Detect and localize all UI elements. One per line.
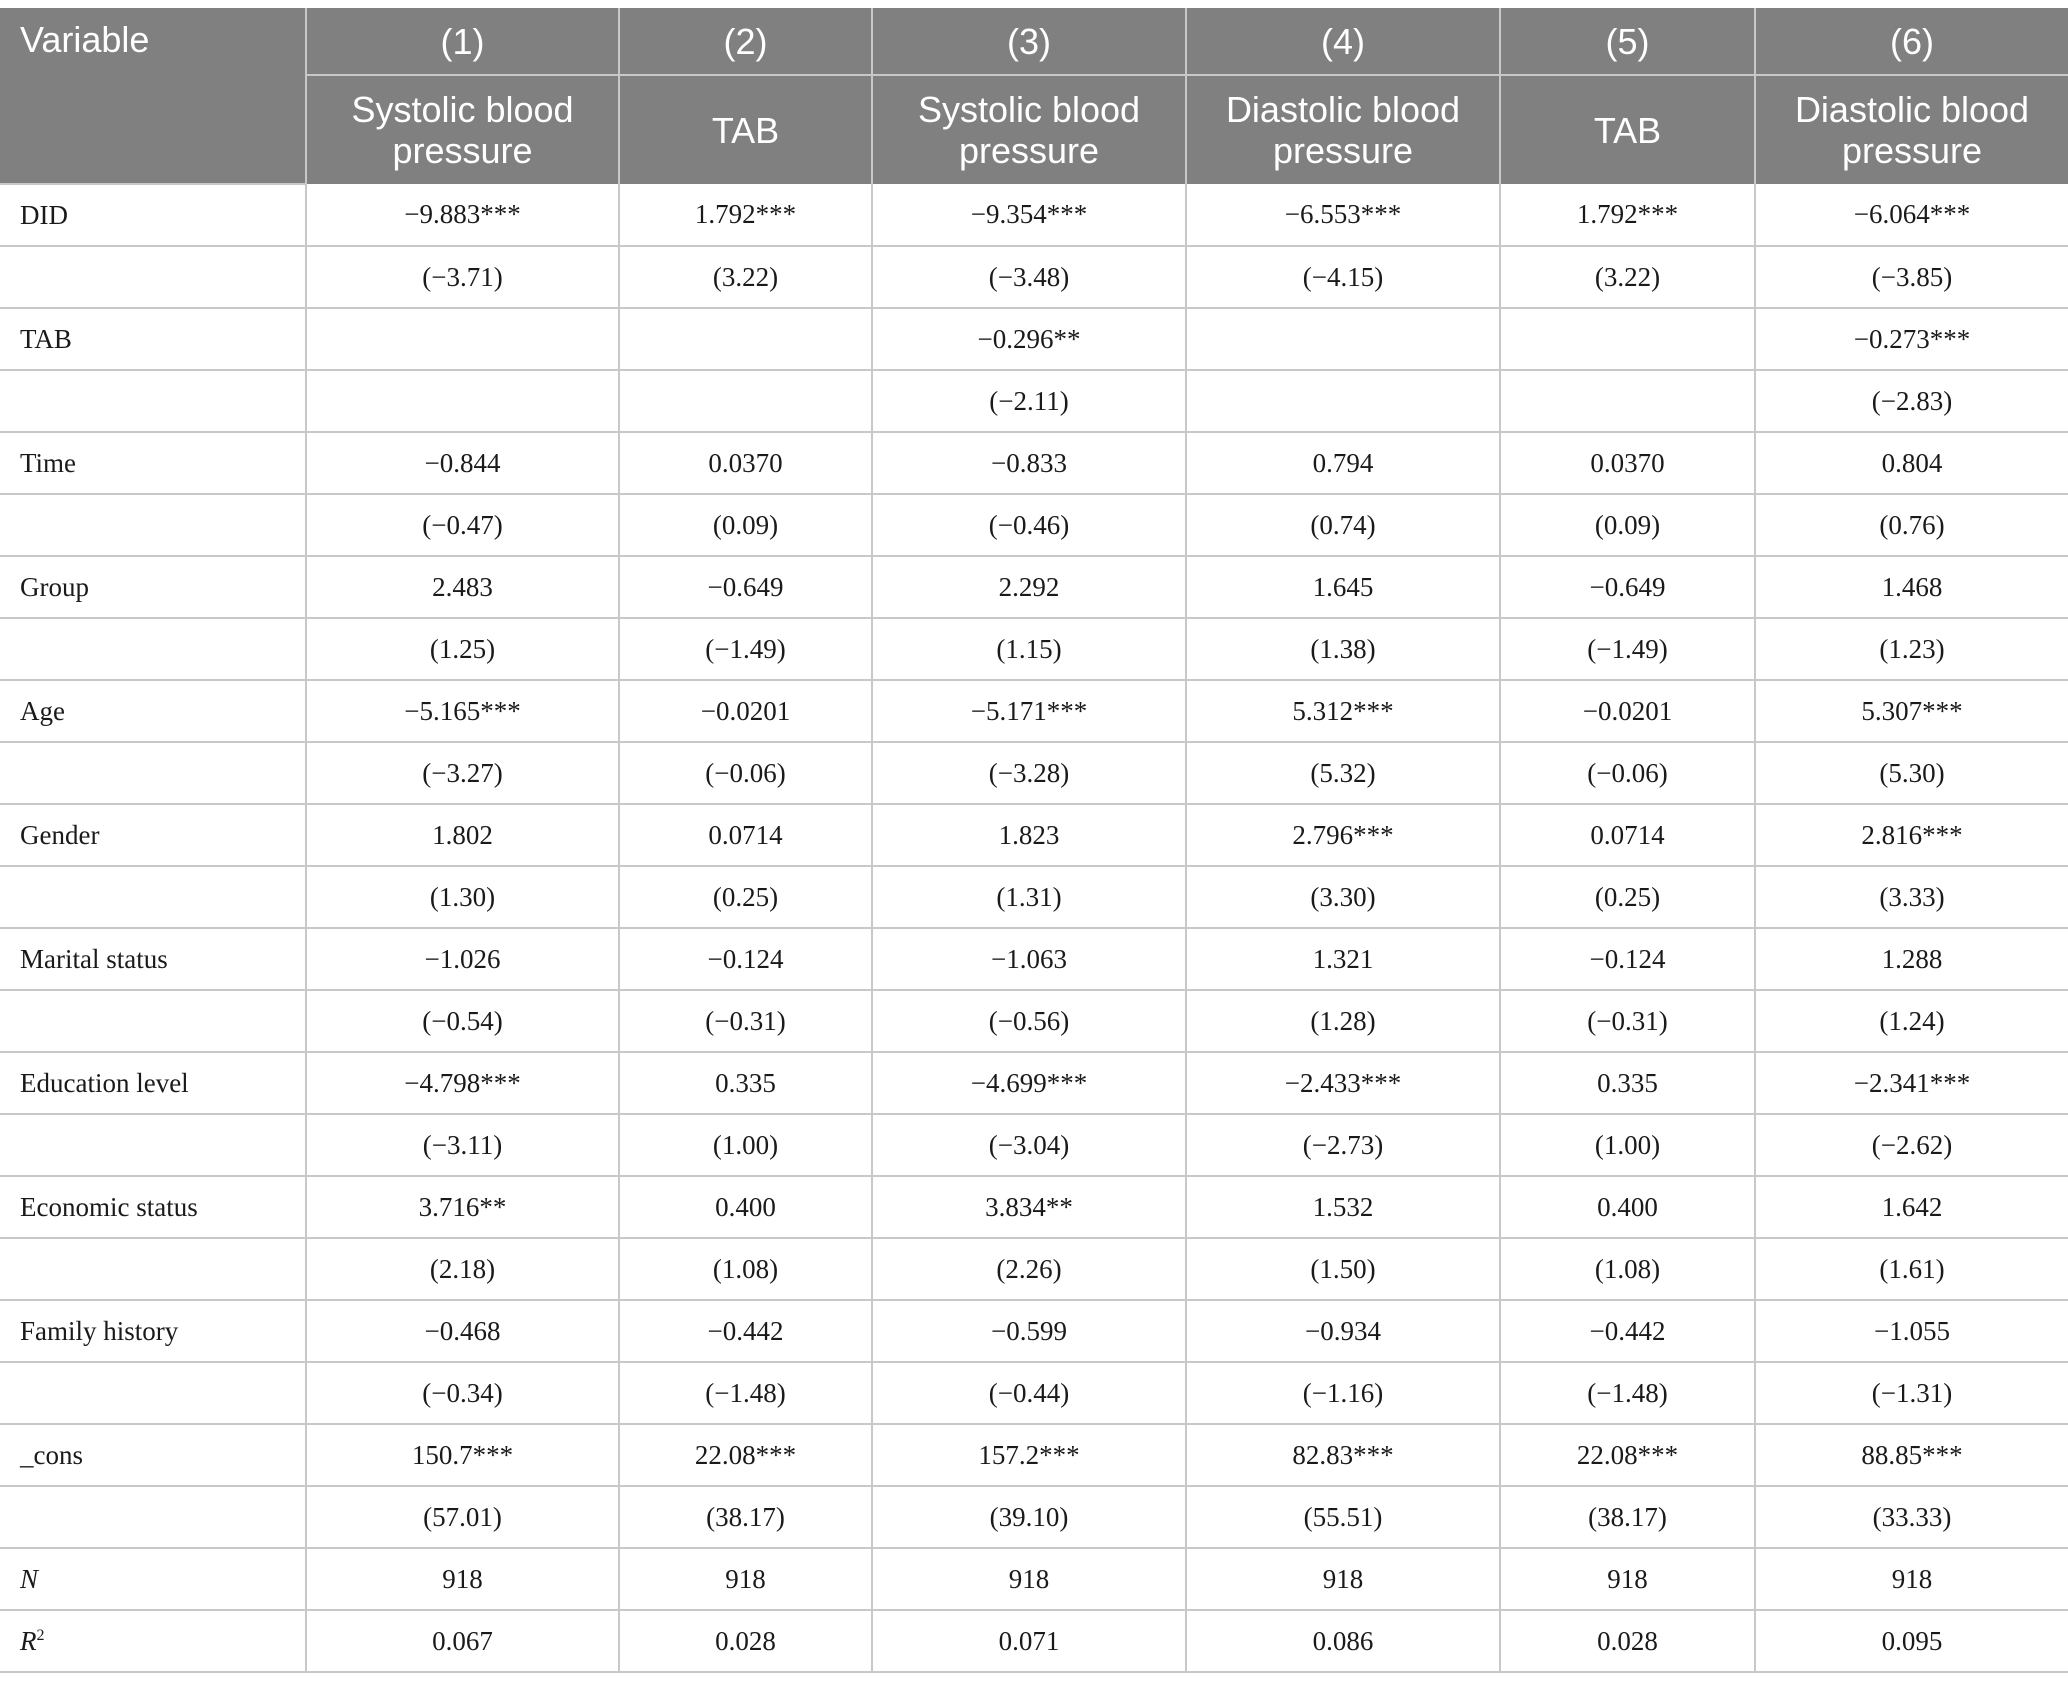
table-cell: 1.532 [1186, 1176, 1500, 1238]
table-row [0, 1052, 2068, 1114]
table-cell: −0.442 [619, 1300, 872, 1362]
table-cell: 918 [1186, 1548, 1500, 1610]
table-cell: (5.30) [1755, 742, 2068, 804]
table-cell: 22.08*** [619, 1424, 872, 1486]
table-cell: −0.833 [872, 432, 1186, 494]
table-row [0, 1238, 2068, 1300]
table-cell: 1.823 [872, 804, 1186, 866]
table-cell: 88.85*** [1755, 1424, 2068, 1486]
row-variable-label: Group [20, 571, 89, 602]
table-cell: (1.08) [619, 1238, 872, 1300]
table-cell: −0.468 [306, 1300, 619, 1362]
table-cell: (−0.06) [1500, 742, 1755, 804]
row-variable-cell [0, 1300, 306, 1362]
table-cell: 0.071 [872, 1610, 1186, 1672]
table-cell: −4.798*** [306, 1052, 619, 1114]
table-cell: 1.468 [1755, 556, 2068, 618]
table-header [0, 8, 2068, 184]
row-variable-cell [0, 370, 306, 432]
table-cell: (−3.27) [306, 742, 619, 804]
table-row [0, 370, 2068, 432]
table-cell [306, 308, 619, 370]
table-cell: (38.17) [619, 1486, 872, 1548]
table-cell: 918 [1500, 1548, 1755, 1610]
table-cell: (0.25) [1500, 866, 1755, 928]
table-cell: (−0.31) [619, 990, 872, 1052]
table-row [0, 928, 2068, 990]
row-variable-cell [0, 1486, 306, 1548]
table-cell: (0.09) [1500, 494, 1755, 556]
table-cell: 1.802 [306, 804, 619, 866]
table-row [0, 1424, 2068, 1486]
header-column-number: (5) [1500, 8, 1755, 75]
header-dependent-variable: TAB [1500, 75, 1755, 184]
table-cell: −5.165*** [306, 680, 619, 742]
table-cell: −0.273*** [1755, 308, 2068, 370]
table-cell: 5.307*** [1755, 680, 2068, 742]
header-column-number: (3) [872, 8, 1186, 75]
table-cell: 918 [306, 1548, 619, 1610]
regression-table-container [0, 8, 2068, 1673]
table-cell: 1.645 [1186, 556, 1500, 618]
table-cell: 0.0370 [1500, 432, 1755, 494]
table-cell [306, 370, 619, 432]
table-row [0, 1548, 2068, 1610]
row-variable-label: Gender [20, 819, 100, 850]
row-variable-label: Family history [20, 1315, 179, 1346]
table-row [0, 990, 2068, 1052]
table-cell [619, 308, 872, 370]
row-variable-cell [0, 494, 306, 556]
table-cell: (−0.56) [872, 990, 1186, 1052]
table-cell: (1.50) [1186, 1238, 1500, 1300]
table-cell: (−4.15) [1186, 246, 1500, 308]
row-variable-label: Marital status [20, 943, 168, 974]
header-column-number: (2) [619, 8, 872, 75]
table-cell: (0.25) [619, 866, 872, 928]
table-cell: −5.171*** [872, 680, 1186, 742]
table-cell: (1.30) [306, 866, 619, 928]
table-row [0, 742, 2068, 804]
table-cell: 150.7*** [306, 1424, 619, 1486]
table-cell: 2.796*** [1186, 804, 1500, 866]
table-cell: (0.76) [1755, 494, 2068, 556]
table-cell: (3.22) [619, 246, 872, 308]
table-cell: −6.064*** [1755, 184, 2068, 246]
row-variable-cell [0, 432, 306, 494]
table-cell: −9.354*** [872, 184, 1186, 246]
table-cell: 0.0714 [619, 804, 872, 866]
header-row-column-numbers [0, 8, 2068, 75]
table-cell: −0.124 [619, 928, 872, 990]
table-cell: 0.794 [1186, 432, 1500, 494]
table-cell: 1.642 [1755, 1176, 2068, 1238]
table-row [0, 1610, 2068, 1672]
row-variable-label: _cons [20, 1439, 83, 1470]
table-cell: −2.433*** [1186, 1052, 1500, 1114]
table-cell: 918 [619, 1548, 872, 1610]
table-cell: −0.599 [872, 1300, 1186, 1362]
table-cell: (−3.28) [872, 742, 1186, 804]
table-row [0, 556, 2068, 618]
table-row [0, 866, 2068, 928]
table-cell: (1.25) [306, 618, 619, 680]
table-cell: (3.30) [1186, 866, 1500, 928]
table-cell: 1.321 [1186, 928, 1500, 990]
table-cell: (−2.73) [1186, 1114, 1500, 1176]
row-variable-cell [0, 866, 306, 928]
row-variable-cell [0, 742, 306, 804]
table-cell: (2.26) [872, 1238, 1186, 1300]
row-variable-cell [0, 246, 306, 308]
table-cell: (−1.48) [619, 1362, 872, 1424]
row-variable-label: Education level [20, 1067, 189, 1098]
row-variable-cell [0, 990, 306, 1052]
table-cell: −0.442 [1500, 1300, 1755, 1362]
table-cell: 0.028 [1500, 1610, 1755, 1672]
table-cell: 0.0370 [619, 432, 872, 494]
table-cell: (5.32) [1186, 742, 1500, 804]
row-variable-cell [0, 1052, 306, 1114]
table-cell: (−0.54) [306, 990, 619, 1052]
table-cell: (−3.11) [306, 1114, 619, 1176]
table-cell: 5.312*** [1186, 680, 1500, 742]
table-cell: (−1.31) [1755, 1362, 2068, 1424]
row-variable-cell [0, 1424, 306, 1486]
table-cell: (−0.34) [306, 1362, 619, 1424]
row-variable-label: N [20, 1563, 39, 1594]
table-cell: (−1.16) [1186, 1362, 1500, 1424]
table-row [0, 432, 2068, 494]
table-cell: −0.844 [306, 432, 619, 494]
table-cell: −0.934 [1186, 1300, 1500, 1362]
table-cell: 2.483 [306, 556, 619, 618]
table-row [0, 246, 2068, 308]
table-cell: (−3.04) [872, 1114, 1186, 1176]
table-cell: (3.33) [1755, 866, 2068, 928]
table-cell: (1.15) [872, 618, 1186, 680]
table-cell: 0.0714 [1500, 804, 1755, 866]
table-cell [619, 370, 872, 432]
table-cell: (1.28) [1186, 990, 1500, 1052]
row-variable-cell [0, 1114, 306, 1176]
table-cell: (33.33) [1755, 1486, 2068, 1548]
row-variable-cell [0, 680, 306, 742]
table-body [0, 184, 2068, 1672]
table-cell [1186, 308, 1500, 370]
row-variable-label: DID [20, 199, 68, 230]
table-cell: 0.095 [1755, 1610, 2068, 1672]
row-variable-cell [0, 184, 306, 246]
row-variable-cell [0, 1238, 306, 1300]
header-dependent-variable: Diastolic blood pressure [1186, 75, 1500, 184]
header-dependent-variable: Systolic blood pressure [306, 75, 619, 184]
table-cell: −6.553*** [1186, 184, 1500, 246]
table-cell: (−0.31) [1500, 990, 1755, 1052]
table-cell: 2.292 [872, 556, 1186, 618]
table-cell: 918 [872, 1548, 1186, 1610]
row-variable-cell [0, 1362, 306, 1424]
row-variable-cell [0, 1548, 306, 1610]
table-cell: (−2.11) [872, 370, 1186, 432]
table-row [0, 184, 2068, 246]
table-cell [1500, 308, 1755, 370]
table-cell: (−1.49) [1500, 618, 1755, 680]
table-cell: 0.400 [619, 1176, 872, 1238]
header-column-number: (6) [1755, 8, 2068, 75]
row-variable-cell [0, 1610, 306, 1672]
table-row [0, 1114, 2068, 1176]
table-row [0, 1300, 2068, 1362]
table-row [0, 1486, 2068, 1548]
table-cell [1500, 370, 1755, 432]
table-cell: (1.00) [1500, 1114, 1755, 1176]
table-cell: 0.335 [619, 1052, 872, 1114]
header-row-dependent-variables [0, 75, 2068, 184]
header-column-number: (1) [306, 8, 619, 75]
table-cell: 0.400 [1500, 1176, 1755, 1238]
table-cell: (1.00) [619, 1114, 872, 1176]
table-cell: (−0.47) [306, 494, 619, 556]
row-variable-superscript: 2 [36, 1626, 45, 1644]
row-variable-label: TAB [20, 323, 72, 354]
table-cell: 1.288 [1755, 928, 2068, 990]
table-cell: −2.341*** [1755, 1052, 2068, 1114]
table-cell: (57.01) [306, 1486, 619, 1548]
table-cell: 0.804 [1755, 432, 2068, 494]
table-cell: 82.83*** [1186, 1424, 1500, 1486]
table-cell: −0.649 [619, 556, 872, 618]
table-cell: (1.31) [872, 866, 1186, 928]
table-row [0, 680, 2068, 742]
header-dependent-variable: Diastolic blood pressure [1755, 75, 2068, 184]
table-cell: (−3.48) [872, 246, 1186, 308]
row-variable-cell [0, 556, 306, 618]
row-variable-label: Age [20, 695, 65, 726]
table-cell: (−1.49) [619, 618, 872, 680]
row-variable-label: Economic status [20, 1191, 198, 1222]
table-cell: (−0.06) [619, 742, 872, 804]
table-cell: (2.18) [306, 1238, 619, 1300]
table-cell: (3.22) [1500, 246, 1755, 308]
table-cell: −4.699*** [872, 1052, 1186, 1114]
table-cell: −0.649 [1500, 556, 1755, 618]
table-cell: 0.335 [1500, 1052, 1755, 1114]
table-cell: (−3.85) [1755, 246, 2068, 308]
table-cell: (−2.83) [1755, 370, 2068, 432]
table-cell: −1.063 [872, 928, 1186, 990]
table-cell: 0.067 [306, 1610, 619, 1672]
table-cell: 1.792*** [1500, 184, 1755, 246]
table-cell: −1.055 [1755, 1300, 2068, 1362]
header-dependent-variable: TAB [619, 75, 872, 184]
header-column-number: (4) [1186, 8, 1500, 75]
table-cell: 1.792*** [619, 184, 872, 246]
header-dependent-variable: Systolic blood pressure [872, 75, 1186, 184]
table-cell: −0.296** [872, 308, 1186, 370]
table-cell: −0.124 [1500, 928, 1755, 990]
table-cell: 918 [1755, 1548, 2068, 1610]
table-cell: (0.09) [619, 494, 872, 556]
table-row [0, 1176, 2068, 1238]
table-cell: −0.0201 [1500, 680, 1755, 742]
header-variable: Variable [0, 8, 306, 184]
table-cell: −0.0201 [619, 680, 872, 742]
row-variable-cell [0, 804, 306, 866]
table-cell: (−0.46) [872, 494, 1186, 556]
table-cell: (−3.71) [306, 246, 619, 308]
table-cell: (1.24) [1755, 990, 2068, 1052]
table-cell: (−2.62) [1755, 1114, 2068, 1176]
table-cell: −9.883*** [306, 184, 619, 246]
table-cell: 0.028 [619, 1610, 872, 1672]
row-variable-cell [0, 1176, 306, 1238]
table-cell: (0.74) [1186, 494, 1500, 556]
table-cell: (1.61) [1755, 1238, 2068, 1300]
table-cell: 157.2*** [872, 1424, 1186, 1486]
table-cell: 0.086 [1186, 1610, 1500, 1672]
table-row [0, 308, 2068, 370]
table-cell [1186, 370, 1500, 432]
table-cell: −1.026 [306, 928, 619, 990]
table-cell: (1.38) [1186, 618, 1500, 680]
table-cell: (38.17) [1500, 1486, 1755, 1548]
table-cell: (1.23) [1755, 618, 2068, 680]
table-cell: (−1.48) [1500, 1362, 1755, 1424]
table-row [0, 804, 2068, 866]
table-cell: (39.10) [872, 1486, 1186, 1548]
table-row [0, 1362, 2068, 1424]
row-variable-cell [0, 308, 306, 370]
regression-table [0, 8, 2068, 1673]
table-cell: 2.816*** [1755, 804, 2068, 866]
table-cell: (55.51) [1186, 1486, 1500, 1548]
table-row [0, 494, 2068, 556]
table-cell: (1.08) [1500, 1238, 1755, 1300]
table-cell: 3.716** [306, 1176, 619, 1238]
table-row [0, 618, 2068, 680]
table-cell: 3.834** [872, 1176, 1186, 1238]
row-variable-label: R [20, 1625, 37, 1656]
row-variable-label: Time [20, 447, 77, 478]
table-cell: (−0.44) [872, 1362, 1186, 1424]
row-variable-cell [0, 928, 306, 990]
table-cell: 22.08*** [1500, 1424, 1755, 1486]
row-variable-cell [0, 618, 306, 680]
